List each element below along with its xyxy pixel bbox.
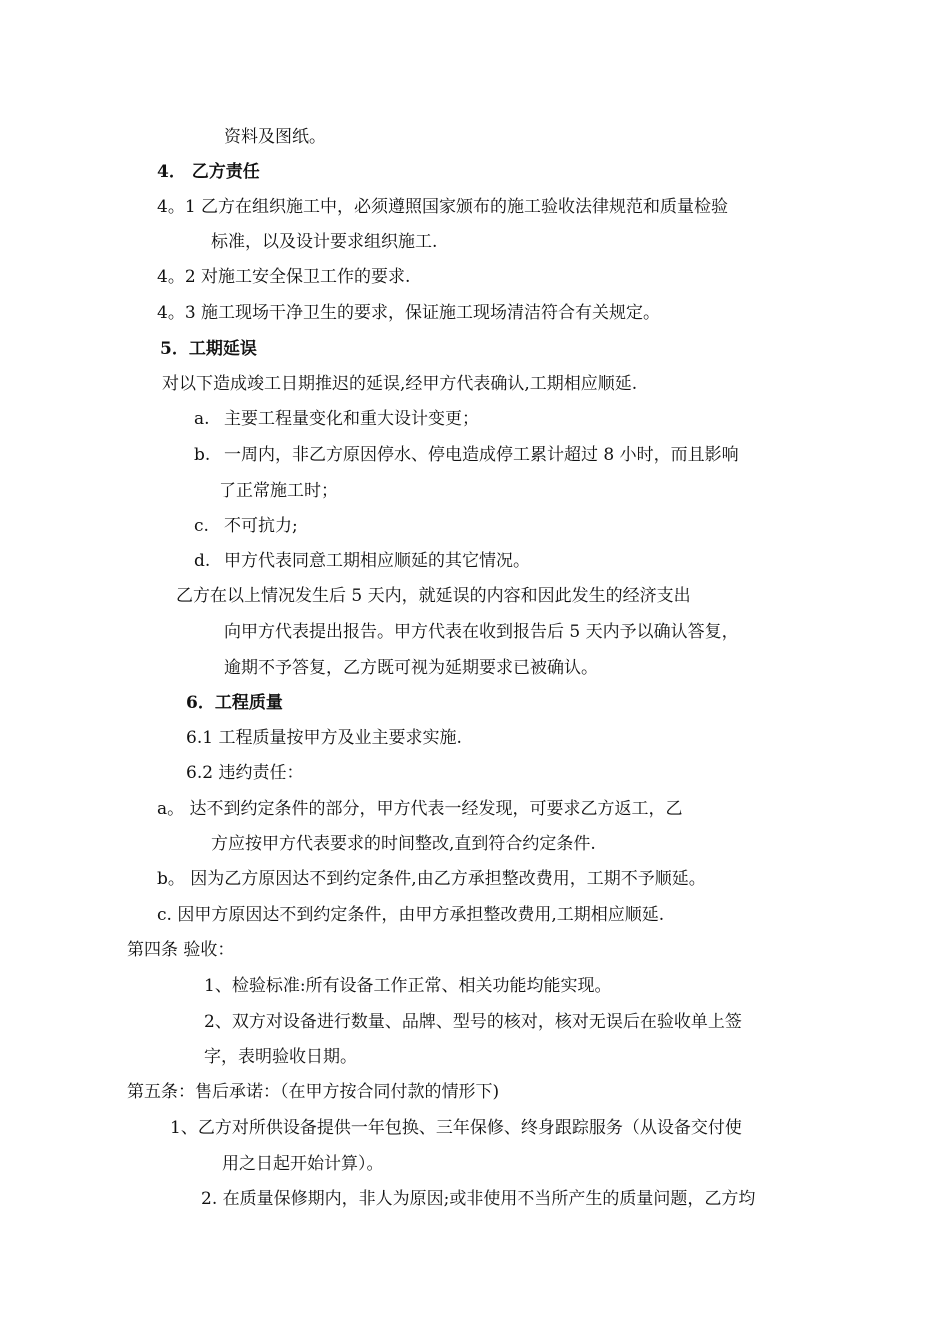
text-line: c. 因甲方原因达不到约定条件，由甲方承担整改费用,工期相应顺延. [157, 905, 665, 925]
text-line: 1、检验标准:所有设备工作正常、相关功能均能实现。 [204, 976, 612, 996]
list-marker: b. [194, 445, 211, 465]
list-marker: c. [194, 516, 209, 536]
text-line: 了正常施工时； [219, 481, 338, 501]
article-heading: 第四条 验收： [127, 940, 235, 960]
list-marker: d. [194, 551, 211, 571]
list-marker: a. [194, 409, 210, 429]
text-line: 2、双方对设备进行数量、品牌、型号的核对，核对无误后在验收单上签 [204, 1012, 742, 1032]
text-line: 4。1 乙方在组织施工中，必须遵照国家颁布的施工验收法律规范和质量检验 [157, 197, 729, 217]
text-line: 逾期不予答复，乙方既可视为延期要求已被确认。 [224, 658, 598, 678]
section-heading: 4． 乙方责任 [157, 162, 260, 182]
text-line: 4。3 施工现场干净卫生的要求，保证施工现场清洁符合有关规定。 [157, 303, 661, 323]
section-heading: 6．工程质量 [186, 693, 283, 713]
text-line: 2. 在质量保修期内，非人为原因;或非使用不当所产生的质量问题，乙方均 [201, 1189, 756, 1209]
text-line: 对以下造成竣工日期推迟的延误,经甲方代表确认,工期相应顺延. [162, 374, 638, 394]
list-item: 甲方代表同意工期相应顺延的其它情况。 [224, 551, 530, 571]
text-line: 6.2 违约责任： [186, 763, 304, 783]
text-line: 字，表明验收日期。 [204, 1047, 357, 1067]
list-item: 不可抗力; [224, 516, 298, 536]
article-heading: 第五条：售后承诺：（在甲方按合同付款的情形下) [127, 1082, 500, 1102]
text-line: 方应按甲方代表要求的时间整改,直到符合约定条件. [211, 834, 596, 854]
text-line: 用之日起开始计算）。 [222, 1154, 384, 1174]
text-line: 资料及图纸。 [224, 127, 326, 147]
text-line: 标准，以及设计要求组织施工. [211, 232, 438, 252]
text-line: 1、乙方对所供设备提供一年包换、三年保修、终身跟踪服务（从设备交付使 [170, 1118, 742, 1138]
list-item: 一周内，非乙方原因停水、停电造成停工累计超过 8 小时，而且影响 [224, 445, 739, 465]
section-heading: 5．工期延误 [160, 339, 257, 359]
text-line: 乙方在以上情况发生后 5 天内，就延误的内容和因此发生的经济支出 [176, 586, 691, 606]
text-line: 6.1 工程质量按甲方及业主要求实施. [186, 728, 462, 748]
text-line: b。 因为乙方原因达不到约定条件,由乙方承担整改费用，工期不予顺延。 [157, 869, 706, 889]
text-line: 向甲方代表提出报告。甲方代表在收到报告后 5 天内予以确认答复， [224, 622, 739, 642]
text-line: a。 达不到约定条件的部分，甲方代表一经发现，可要求乙方返工，乙 [157, 799, 683, 819]
list-item: 主要工程量变化和重大设计变更； [224, 409, 479, 429]
text-line: 4。2 对施工安全保卫工作的要求. [157, 267, 411, 287]
